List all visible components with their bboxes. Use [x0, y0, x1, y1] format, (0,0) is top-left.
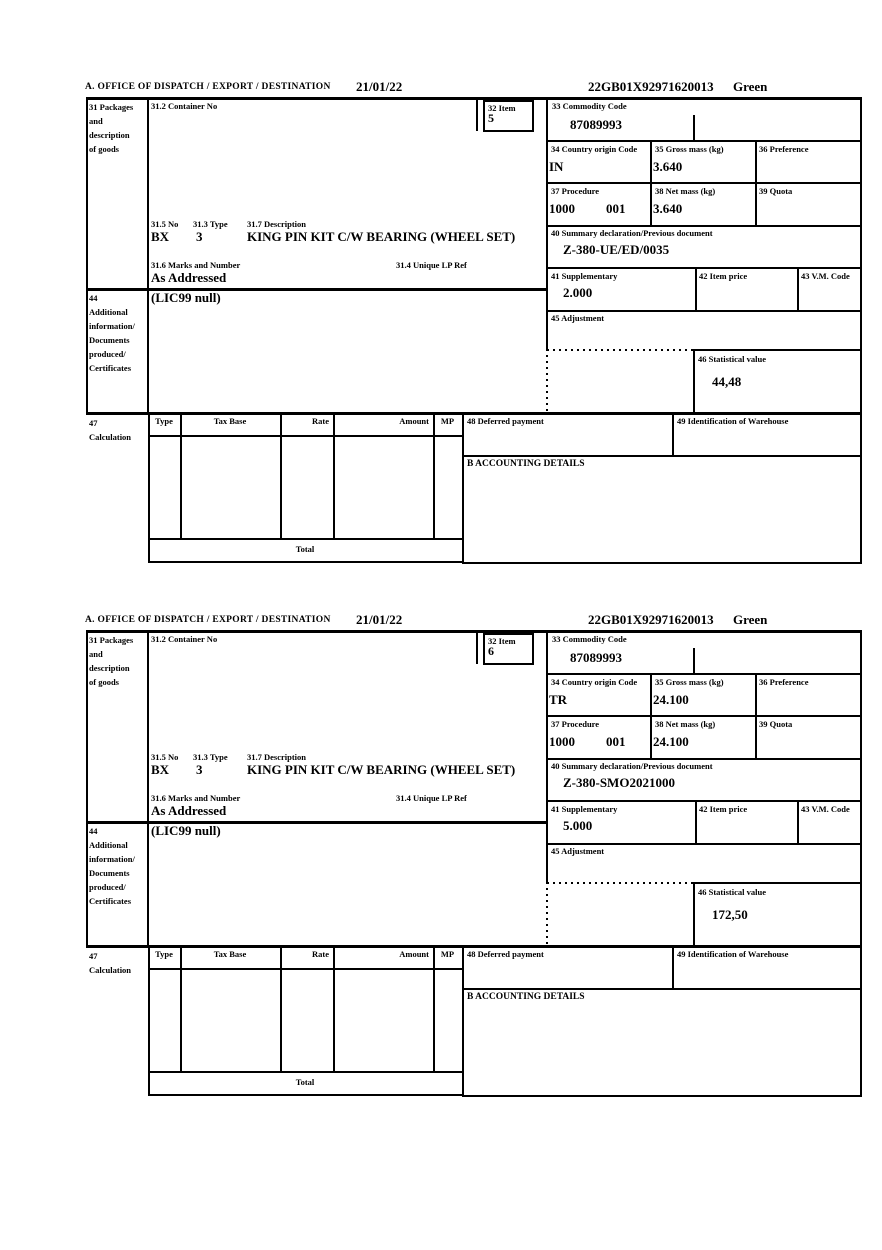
box44-label-line: Certificates [89, 363, 132, 373]
deferred-warehouse-divider [672, 946, 674, 988]
declaration-item-section-2 [85, 612, 862, 1096]
additional-information-value: (LIC99 null) [151, 823, 221, 838]
box44-label-line: Documents [89, 335, 130, 345]
box39-label: 39 Quota [759, 719, 793, 729]
box47-label-line: Calculation [89, 965, 132, 975]
item-number-box [483, 633, 534, 665]
box47-label [89, 416, 131, 444]
total-row-bottom [148, 1094, 464, 1096]
box47-label-line: 47 [89, 951, 98, 961]
label-column-divider [147, 97, 149, 413]
calc-header-underline [148, 968, 462, 970]
box44-label-line: 44 [89, 826, 98, 836]
dotted-divider [547, 349, 693, 351]
box44-label [89, 291, 135, 375]
commodity-code-subdivider [693, 115, 695, 140]
dotted-divider [547, 882, 693, 884]
box44-label-line: information/ [89, 854, 135, 864]
calc-amount-header: Amount [399, 949, 429, 959]
box31-label-line: description [89, 130, 130, 140]
calc-table-line [462, 413, 464, 562]
box-divider [695, 800, 697, 843]
item-number-value: 5 [488, 111, 494, 125]
right-block-left-border [546, 97, 548, 349]
calc-table-line [333, 413, 335, 538]
dotted-divider [546, 349, 548, 411]
box41-label: 41 Supplementary [551, 271, 618, 281]
calc-table-line [180, 413, 182, 538]
form-left-border [86, 630, 88, 946]
box44-label-line: Documents [89, 868, 130, 878]
box44-label-line: produced/ [89, 349, 126, 359]
box42-label: 42 Item price [699, 804, 748, 814]
item-number-box [483, 100, 534, 132]
box31-6-label: 31.6 Marks and Number [151, 793, 241, 803]
total-label: Total [295, 1077, 315, 1087]
box36-label: 36 Preference [759, 677, 809, 687]
box-divider [546, 310, 862, 312]
item-number-value: 6 [488, 644, 494, 658]
label-column-divider [147, 630, 149, 946]
calc-amount-header: Amount [399, 416, 429, 426]
procedure-value: 1000 [549, 201, 575, 216]
box49-label: 49 Identification of Warehouse [677, 949, 789, 959]
box32-label: 32 Item [488, 636, 516, 646]
box31-2-label: 31.2 Container No [151, 634, 218, 644]
box40-label: 40 Summary declaration/Previous document [551, 228, 713, 238]
document-number: 22GB01X92971620013 [588, 79, 714, 94]
box44-label-line: Additional [89, 840, 128, 850]
box31-label-line: of goods [89, 144, 119, 154]
calc-table-line [333, 946, 335, 1071]
accounting-box-top [462, 455, 862, 457]
box33-label: 33 Commodity Code [552, 101, 627, 111]
box32-label: 32 Item [488, 103, 516, 113]
box31-label-line: description [89, 663, 130, 673]
box31-2-label: 31.2 Container No [151, 101, 218, 111]
box45-label: 45 Adjustment [551, 846, 605, 856]
calc-type-header: Type [155, 416, 173, 426]
box38-label: 38 Net mass (kg) [655, 186, 716, 196]
box37-label: 37 Procedure [551, 719, 600, 729]
box31-label-line: of goods [89, 677, 119, 687]
box43-label: 43 V.M. Code [801, 804, 850, 814]
box47-label [89, 949, 131, 977]
box45-label: 45 Adjustment [551, 313, 605, 323]
box46-label: 46 Statistical value [698, 354, 766, 364]
box44-label-line: Additional [89, 307, 128, 317]
calc-table-line [148, 413, 150, 538]
box31-label-line: and [89, 116, 103, 126]
box49-label: 49 Identification of Warehouse [677, 416, 789, 426]
supplementary-value: 2.000 [563, 285, 593, 300]
office-of-dispatch-header: A. OFFICE OF DISPATCH / EXPORT / DESTINATION [85, 615, 331, 625]
calc-header-underline [148, 435, 462, 437]
box31-4-label: 31.4 Unique LP Ref [396, 260, 467, 270]
procedure-value: 1000 [549, 734, 575, 749]
country-origin-value: TR [549, 692, 568, 707]
gross-mass-value: 3.640 [653, 159, 683, 174]
packages-no-value: BX [151, 762, 170, 777]
previous-document-value: Z-380-SMO2021000 [563, 775, 675, 790]
box31-3-label: 31.3 Type [193, 219, 228, 229]
box41-label: 41 Supplementary [551, 804, 618, 814]
calc-table-line [148, 946, 150, 1071]
box31-label [89, 633, 133, 689]
box47-label-line: 47 [89, 418, 98, 428]
box-divider [695, 267, 697, 310]
packages-type-value: 3 [196, 229, 203, 244]
calc-table-line [180, 946, 182, 1071]
statistical-value-box-left [693, 882, 695, 945]
calc-mp-header: MP [440, 949, 455, 959]
box39-label: 39 Quota [759, 186, 793, 196]
total-label: Total [295, 544, 315, 554]
calc-type-header: Type [155, 949, 173, 959]
box43-label: 43 V.M. Code [801, 271, 850, 281]
goods-description-value: KING PIN KIT C/W BEARING (WHEEL SET) [247, 762, 516, 777]
net-mass-value: 3.640 [653, 201, 683, 216]
box34-label: 34 Country origin Code [551, 677, 638, 687]
accounting-box-bottom [462, 1095, 862, 1097]
box31-label-line: 31 Packages [89, 635, 134, 645]
accounting-box-top [462, 988, 862, 990]
calculation-section-top-border [86, 412, 862, 415]
routing-status: Green [733, 612, 768, 627]
packages-type-value: 3 [196, 762, 203, 777]
deferred-warehouse-divider [672, 413, 674, 455]
box-divider [755, 140, 757, 225]
box42-label: 42 Item price [699, 271, 748, 281]
form-right-border [860, 630, 862, 1096]
box-divider [546, 673, 862, 675]
form-left-border [86, 97, 88, 413]
box31-5-label: 31.5 No [151, 219, 179, 229]
box-divider [650, 673, 652, 758]
calc-mp-header: MP [440, 416, 455, 426]
box44-label [89, 824, 135, 908]
box-divider [546, 715, 862, 717]
box-divider [546, 140, 862, 142]
box44-label-line: produced/ [89, 882, 126, 892]
calc-table-line [433, 413, 435, 538]
calc-body-bottom [148, 1071, 462, 1073]
office-of-dispatch-header: A. OFFICE OF DISPATCH / EXPORT / DESTINATION [85, 82, 331, 92]
total-row-bottom [148, 561, 464, 563]
form-top-border [86, 97, 862, 100]
statistical-value: 44,48 [712, 374, 742, 389]
calc-taxbase-header: Tax Base [213, 949, 247, 959]
container-box-right [476, 97, 478, 131]
box46-label: 46 Statistical value [698, 887, 766, 897]
right-block-left-border [546, 630, 548, 882]
dotted-divider [546, 882, 548, 944]
acceptance-date: 21/01/22 [356, 79, 403, 94]
supplementary-value: 5.000 [563, 818, 593, 833]
country-origin-value: IN [549, 159, 564, 174]
box-divider [546, 843, 862, 845]
statistical-value-box-top [693, 349, 862, 351]
box-divider [546, 182, 862, 184]
commodity-code-subdivider [693, 648, 695, 673]
accounting-box-bottom [462, 562, 862, 564]
calc-rate-header: Rate [312, 416, 329, 426]
previous-document-value: Z-380-UE/ED/0035 [563, 242, 670, 257]
calc-table-line [433, 946, 435, 1071]
calc-table-line [280, 413, 282, 538]
container-box-right [476, 630, 478, 664]
box31-3-label: 31.3 Type [193, 752, 228, 762]
box44-label-line: Certificates [89, 896, 132, 906]
procedure-value-2: 001 [606, 201, 626, 216]
accounting-details-label: B ACCOUNTING DETAILS [467, 992, 585, 1002]
calc-taxbase-header: Tax Base [213, 416, 247, 426]
box34-label: 34 Country origin Code [551, 144, 638, 154]
box-divider [546, 800, 862, 802]
box31-6-label: 31.6 Marks and Number [151, 260, 241, 270]
calculation-section-top-border [86, 945, 862, 948]
packages-no-value: BX [151, 229, 170, 244]
goods-description-value: KING PIN KIT C/W BEARING (WHEEL SET) [247, 229, 516, 244]
gross-mass-value: 24.100 [653, 692, 689, 707]
accounting-details-label: B ACCOUNTING DETAILS [467, 459, 585, 469]
box37-label: 37 Procedure [551, 186, 600, 196]
box44-label-line: 44 [89, 293, 98, 303]
box31-label-line: 31 Packages [89, 102, 134, 112]
box31-label [89, 100, 133, 156]
box31-label-line: and [89, 649, 103, 659]
box35-label: 35 Gross mass (kg) [655, 677, 724, 687]
box-divider [546, 267, 862, 269]
box-divider [797, 800, 799, 843]
box33-label: 33 Commodity Code [552, 634, 627, 644]
box31-5-label: 31.5 No [151, 752, 179, 762]
procedure-value-2: 001 [606, 734, 626, 749]
calc-body-bottom [148, 538, 462, 540]
form-right-border [860, 97, 862, 563]
calc-table-line [280, 946, 282, 1071]
box44-label-line: information/ [89, 321, 135, 331]
box40-label: 40 Summary declaration/Previous document [551, 761, 713, 771]
commodity-code-value: 87089993 [570, 117, 622, 132]
declaration-item-section-1 [85, 79, 862, 563]
form-top-border [86, 630, 862, 633]
marks-and-number-value: As Addressed [151, 803, 227, 818]
statistical-value-box-top [693, 882, 862, 884]
box31-7-label: 31.7 Description [247, 752, 307, 762]
box-divider [797, 267, 799, 310]
statistical-value-box-left [693, 349, 695, 412]
box-divider [755, 673, 757, 758]
box-divider [650, 140, 652, 225]
routing-status: Green [733, 79, 768, 94]
box31-7-label: 31.7 Description [247, 219, 307, 229]
calc-rate-header: Rate [312, 949, 329, 959]
box47-label-line: Calculation [89, 432, 132, 442]
net-mass-value: 24.100 [653, 734, 689, 749]
box-divider [546, 225, 862, 227]
acceptance-date: 21/01/22 [356, 612, 403, 627]
document-number: 22GB01X92971620013 [588, 612, 714, 627]
additional-information-value: (LIC99 null) [151, 290, 221, 305]
box38-label: 38 Net mass (kg) [655, 719, 716, 729]
box31-4-label: 31.4 Unique LP Ref [396, 793, 467, 803]
marks-and-number-value: As Addressed [151, 270, 227, 285]
box48-label: 48 Deferred payment [467, 949, 544, 959]
commodity-code-value: 87089993 [570, 650, 622, 665]
box36-label: 36 Preference [759, 144, 809, 154]
box-divider [546, 758, 862, 760]
statistical-value: 172,50 [712, 907, 748, 922]
box35-label: 35 Gross mass (kg) [655, 144, 724, 154]
calc-table-line [462, 946, 464, 1095]
box48-label: 48 Deferred payment [467, 416, 544, 426]
